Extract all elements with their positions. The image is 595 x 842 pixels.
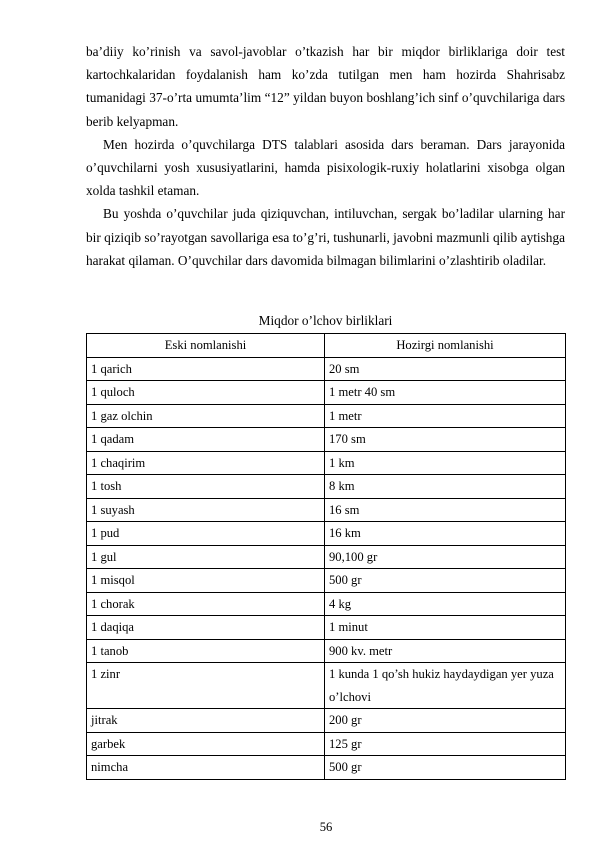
old-name-cell: 1 quloch <box>87 381 325 405</box>
current-name-cell: 90,100 gr <box>325 545 566 569</box>
table-row <box>87 475 566 499</box>
old-name-cell: 1 pud <box>87 522 325 546</box>
old-name-cell: 1 tanob <box>87 639 325 663</box>
table-row <box>87 381 566 405</box>
paragraph-3: Bu yoshda o’quvchilar juda qiziquvchan, intiluvchan, sergak bo’ladilar ularning har bir qiziqib so’rayotgan savollariga esa to’g’ri, tushunarli, javobni mazmunli qilib aytishga harakat qilaman. O’quvchilar dars davomida bilmagan bilimlarini o’zlashtirib oladilar. <box>86 206 565 268</box>
table-row <box>87 756 566 780</box>
current-name-cell: 4 kg <box>325 592 566 616</box>
header-old-name: Eski nomlanishi <box>87 334 325 358</box>
header-current-name: Hozirgi nomlanishi <box>325 334 566 358</box>
old-name-cell: garbek <box>87 732 325 756</box>
table-row <box>87 592 566 616</box>
old-name-cell: jitrak <box>87 709 325 733</box>
table-row <box>87 639 566 663</box>
table-row <box>87 522 566 546</box>
table-row <box>87 451 566 475</box>
current-name-cell: 8 km <box>325 475 566 499</box>
old-name-cell: 1 zinr <box>87 663 325 709</box>
page-number: 56 <box>319 820 333 834</box>
table-row <box>87 569 566 593</box>
old-name-cell: 1 daqiqa <box>87 616 325 640</box>
old-name-cell: 1 qadam <box>87 428 325 452</box>
table-row <box>87 709 566 733</box>
old-name-cell: 1 gaz olchin <box>87 404 325 428</box>
old-name-cell: nimcha <box>87 756 325 780</box>
table-header-row <box>87 334 566 358</box>
current-name-cell: 1 minut <box>325 616 566 640</box>
current-name-cell: 20 sm <box>325 357 566 381</box>
table-row <box>87 732 566 756</box>
paragraph-1: ba’diiy ko’rinish va savol-javoblar o’tkazish har bir miqdor birliklariga doir test kartochkalaridan foydalanish ham ko’zda tutilgan men ham hozirda Shahrisabz tumanidagi 37-o’rta umumta’lim “12” yildan buyon boshlang’ich sinf o’quvchilariga dars berib kelyapman. <box>86 44 565 129</box>
old-name-cell: 1 chaqirim <box>87 451 325 475</box>
body-text <box>86 40 565 272</box>
old-name-cell: 1 suyash <box>87 498 325 522</box>
table-row <box>87 616 566 640</box>
old-name-cell: 1 qarich <box>87 357 325 381</box>
old-name-cell: 1 misqol <box>87 569 325 593</box>
current-name-cell: 16 sm <box>325 498 566 522</box>
current-name-cell: 500 gr <box>325 756 566 780</box>
table-row <box>87 663 566 709</box>
table-row <box>87 404 566 428</box>
current-name-cell: 900 kv. metr <box>325 639 566 663</box>
table-row <box>87 498 566 522</box>
old-name-cell: 1 tosh <box>87 475 325 499</box>
table-caption: Miqdor o’lchov birliklari <box>258 313 393 328</box>
table-row <box>87 545 566 569</box>
current-name-cell: 200 gr <box>325 709 566 733</box>
current-name-cell: 1 kunda 1 qo’sh hukiz haydaydigan yer yuza o’lchovi <box>325 663 566 709</box>
current-name-cell: 1 km <box>325 451 566 475</box>
old-name-cell: 1 chorak <box>87 592 325 616</box>
table-row <box>87 428 566 452</box>
old-name-cell: 1 gul <box>87 545 325 569</box>
current-name-cell: 1 metr <box>325 404 566 428</box>
current-name-cell: 1 metr 40 sm <box>325 381 566 405</box>
current-name-cell: 125 gr <box>325 732 566 756</box>
current-name-cell: 16 km <box>325 522 566 546</box>
current-name-cell: 500 gr <box>325 569 566 593</box>
units-table <box>86 333 566 780</box>
current-name-cell: 170 sm <box>325 428 566 452</box>
table-row <box>87 357 566 381</box>
paragraph-2: Men hozirda o’quvchilarga DTS talablari asosida dars beraman. Dars jarayonida o’quvchilarni yosh xususiyatlarini, hamda pisixologik-ruxiy holatlarini xisobga olgan xolda tashkil etaman. <box>86 136 565 199</box>
